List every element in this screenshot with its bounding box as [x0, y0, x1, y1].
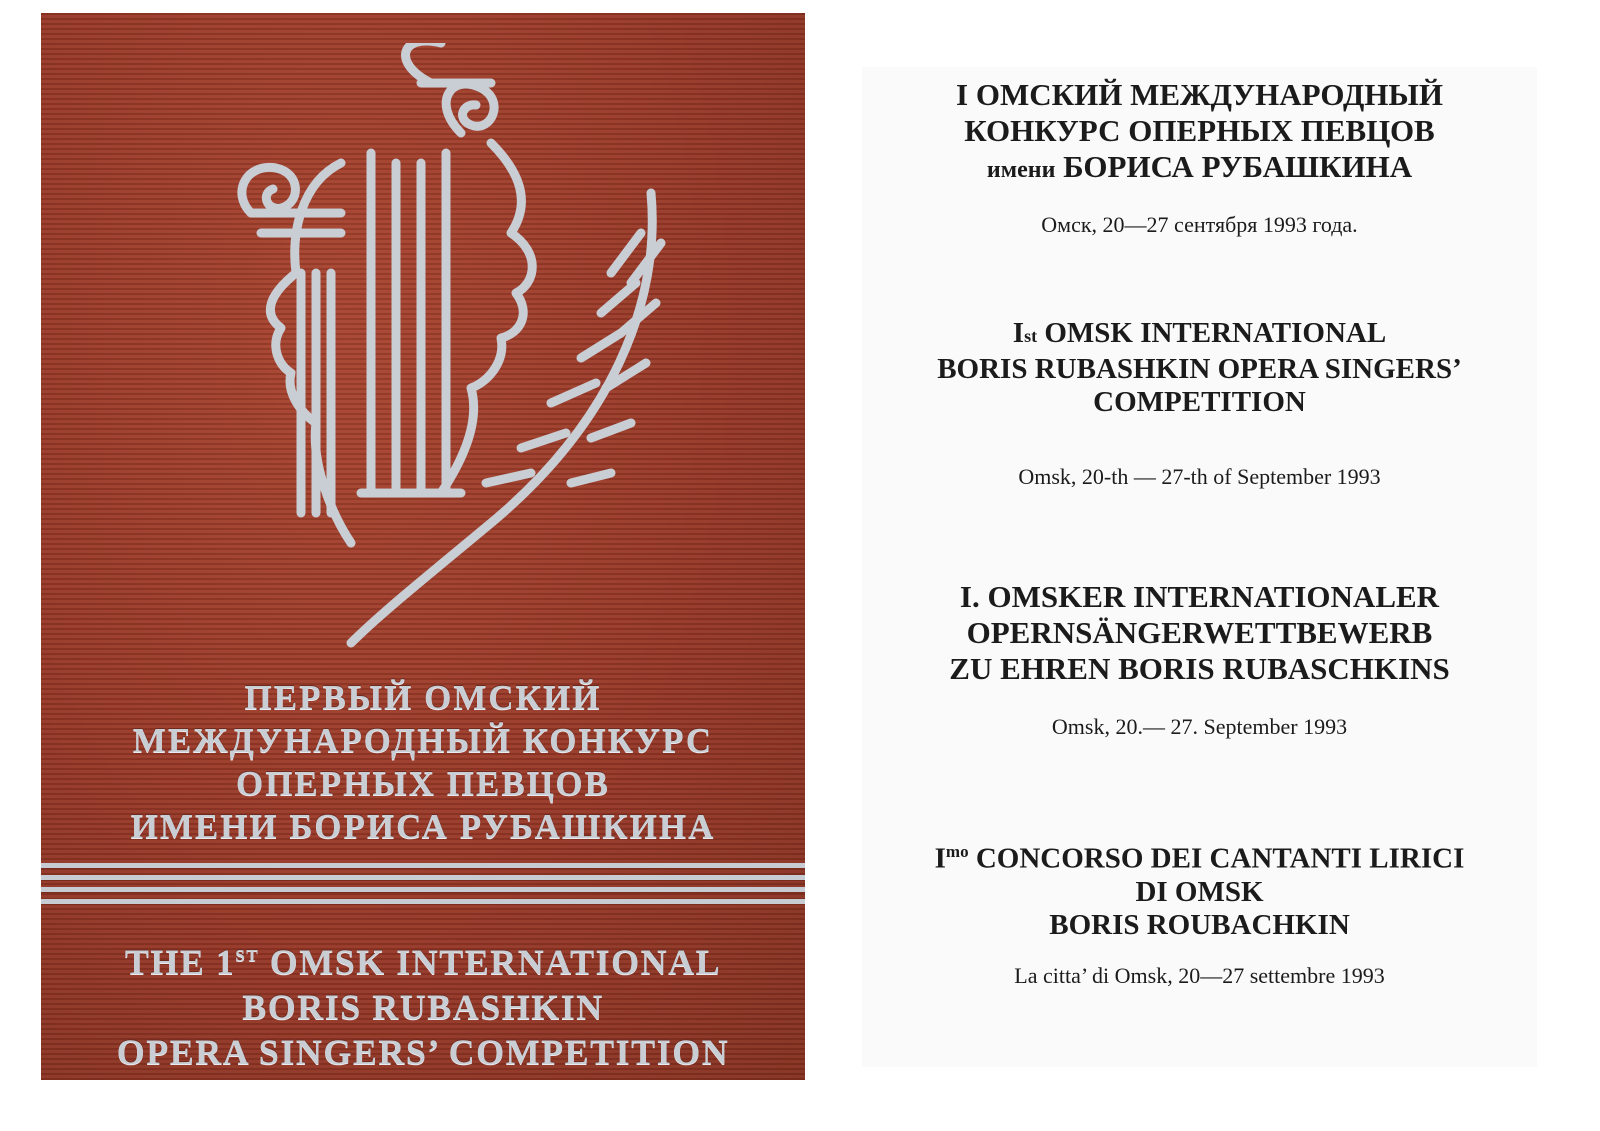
en-title-line-3: COMPETITION	[1093, 386, 1306, 418]
russian-title-block	[862, 77, 1537, 188]
cover-english-title	[41, 933, 805, 1075]
ru-title-line-2: КОНКУРС ОПЕРНЫХ ПЕВЦОВ	[964, 113, 1435, 148]
cover-ru-line-4: ИМЕНИ БОРИСА РУБАШКИНА	[130, 807, 716, 846]
de-title-line-2: OPERNSÄNGERWETTBEWERB	[966, 615, 1433, 650]
english-title-block	[862, 317, 1537, 419]
cover-divider-stripes	[41, 863, 805, 913]
cover-ru-line-2: МЕЖДУНАРОДНЫЙ КОНКУРС	[132, 721, 714, 760]
cover-en-line-2: BORIS RUBASHKIN	[242, 987, 604, 1027]
it-title-line-1: $I^{mo}$ CONCORSO DEI CANTANTI LIRICI	[934, 842, 1465, 875]
inner-title-page	[862, 67, 1537, 1067]
german-title-block	[862, 579, 1537, 687]
german-date: Omsk, 20.— 27. September 1993	[1051, 714, 1348, 739]
cover-russian-title	[41, 676, 805, 848]
brochure-cover	[41, 13, 805, 1080]
english-date: Omsk, 20-th — 27-th of September 1993	[1018, 464, 1381, 489]
cover-en-line-3: OPERA SINGERS’ COMPETITION	[116, 1032, 730, 1072]
cover-ru-line-3: ОПЕРНЫХ ПЕВЦОВ	[235, 764, 611, 803]
cover-en-line-1: THE 1ST OMSK INTERNATIONAL	[124, 942, 722, 982]
de-title-line-1: I. OMSKER INTERNATIONALER	[959, 579, 1440, 614]
de-title-line-3: ZU EHREN BORIS RUBASCHKINS	[949, 651, 1450, 686]
italian-date: La citta’ di Omsk, 20—27 settembre 1993	[1014, 963, 1385, 988]
en-title-line-2: BORIS RUBASHKIN OPERA SINGERS’	[937, 353, 1462, 385]
ru-title-line-3: имени БОРИСА РУБАШКИНА	[986, 149, 1413, 184]
ru-title-line-1: I ОМСКИЙ МЕЖДУНАРОДНЫЙ	[956, 77, 1443, 112]
italian-title-block	[862, 835, 1537, 942]
lyre-column-faces-laurel-emblem-icon	[191, 43, 691, 663]
en-title-line-1: Ist OMSK INTERNATIONAL	[1012, 317, 1387, 349]
it-title-line-2: DI OMSK	[1135, 875, 1264, 908]
russian-date: Омск, 20—27 сентября 1993 года.	[1041, 212, 1358, 237]
it-title-line-3: BORIS ROUBACHKIN	[1049, 908, 1350, 941]
cover-ru-line-1: ПЕРВЫЙ ОМСКИЙ	[244, 678, 602, 717]
